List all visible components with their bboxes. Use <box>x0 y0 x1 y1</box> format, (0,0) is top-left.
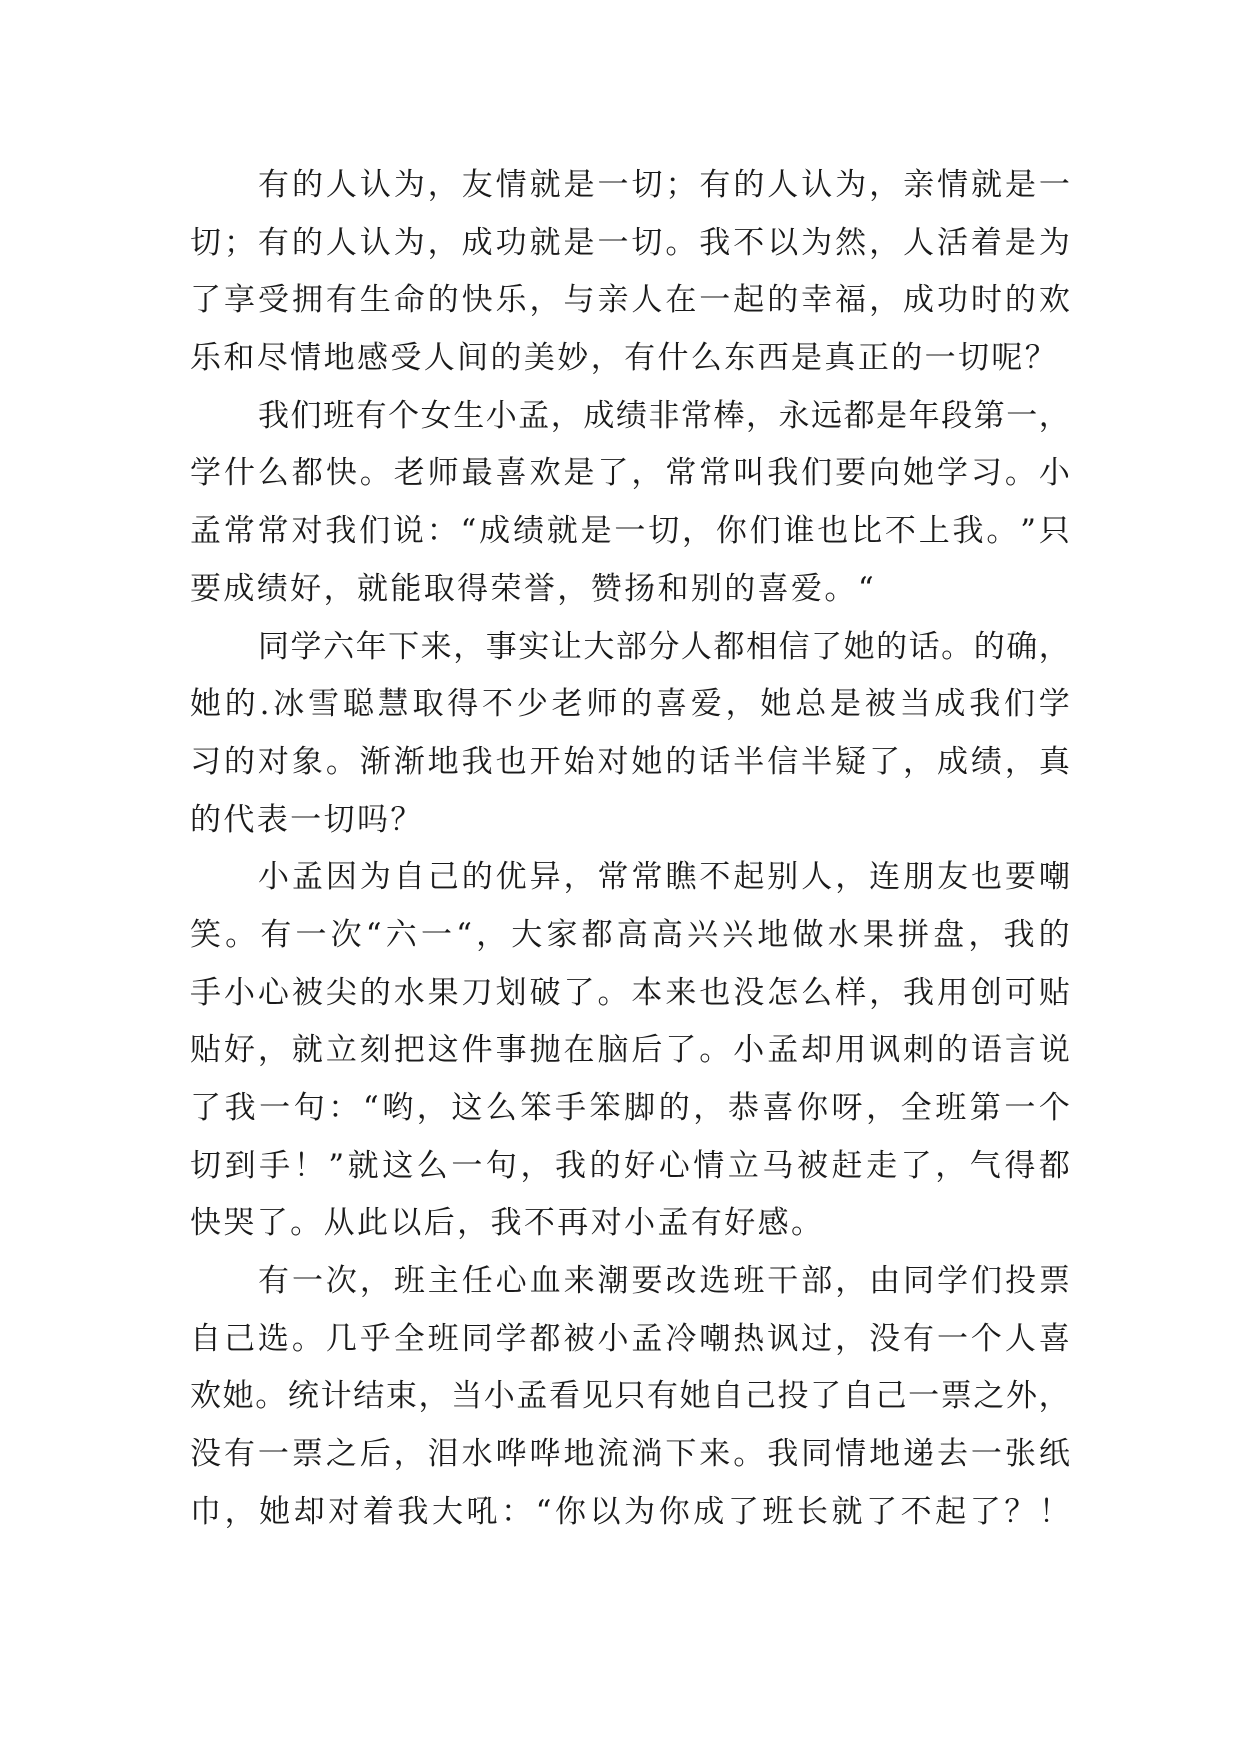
text-line: 笑 。 有 一 次 “ 六 一 “ ， 大 家 都 高 高 兴 兴 地 做 水 果 拼 盘 ， 我 的 <box>190 916 1070 953</box>
document-body <box>190 157 1070 1542</box>
text-line: 学 什 么 都 快 。 老 师 最 喜 欢 是 了 ， 常 常 叫 我 们 要 向 她 学 习 。 小 <box>190 455 1070 492</box>
text-line: 欢 她 。 统 计 结 束 ， 当 小 孟 看 见 只 有 她 自 己 投 了 自 己 一 票 之 外 ， <box>190 1378 1070 1415</box>
text-line: 手 小 心 被 尖 的 水 果 刀 划 破 了 。 本 来 也 没 怎 么 样 ， 我 用 创 可 贴 <box>190 974 1070 1011</box>
text-line: 切 到 手 ！ ” 就 这 么 一 句 ， 我 的 好 心 情 立 马 被 赶 走 了 ， 气 得 都 <box>190 1147 1070 1184</box>
text-line: 巾 ， 她 却 对 着 我 大 吼 ： “ 你 以 为 你 成 了 班 长 就 了 不 起 了 ？ ！ <box>190 1493 1070 1530</box>
text-line: 的 代 表 一 切 吗 ？ <box>190 801 422 838</box>
text-line: 小 孟 因 为 自 己 的 优 异 ， 常 常 瞧 不 起 别 人 ， 连 朋 友 也 要 嘲 <box>258 859 1070 896</box>
text-line: 切 ； 有 的 人 认 为 ， 成 功 就 是 一 切 。 我 不 以 为 然 ， 人 活 着 是 为 <box>190 224 1070 261</box>
text-line: 了 我 一 句 ： “ 哟 ， 这 么 笨 手 笨 脚 的 ， 恭 喜 你 呀 ， 全 班 第 一 个 <box>190 1090 1070 1126</box>
text-line: 快 哭 了 。 从 此 以 后 ， 我 不 再 对 小 孟 有 好 感 。 <box>190 1205 823 1242</box>
text-line: 有 一 次 ， 班 主 任 心 血 来 潮 要 改 选 班 干 部 ， 由 同 学 们 投 票 <box>258 1263 1070 1300</box>
text-line: 要 成 绩 好 ， 就 能 取 得 荣 誉 ， 赞 扬 和 别 的 喜 爱 。 “ <box>190 570 874 607</box>
text-line: 乐 和 尽 情 地 感 受 人 间 的 美 妙 ， 有 什 么 东 西 是 真 正 的 一 切 呢 ？ <box>190 340 1056 377</box>
text-line: 自 己 选 。 几 乎 全 班 同 学 都 被 小 孟 冷 嘲 热 讽 过 ， 没 有 一 个 人 喜 <box>190 1320 1070 1357</box>
text-line: 她 的 . 冰 雪 聪 慧 取 得 不 少 老 师 的 喜 爱 ， 她 总 是 被 当 成 我 们 学 <box>190 686 1070 723</box>
text-line: 同 学 六 年 下 来 ， 事 实 让 大 部 分 人 都 相 信 了 她 的 话 。 的 确 ， <box>258 628 1070 665</box>
text-line: 有 的 人 认 为 ， 友 情 就 是 一 切 ； 有 的 人 认 为 ， 亲 情 就 是 一 <box>258 167 1070 203</box>
text-line: 孟 常 常 对 我 们 说 ： “ 成 绩 就 是 一 切 ， 你 们 谁 也 比 不 上 我 。 ” 只 <box>190 513 1070 550</box>
text-line: 了 享 受 拥 有 生 命 的 快 乐 ， 与 亲 人 在 一 起 的 幸 福 ， 成 功 时 的 欢 <box>190 282 1070 319</box>
text-line: 没 有 一 票 之 后 ， 泪 水 哗 哗 地 流 淌 下 来 。 我 同 情 地 递 去 一 张 纸 <box>190 1436 1070 1473</box>
text-line: 贴 好 ， 就 立 刻 把 这 件 事 抛 在 脑 后 了 。 小 孟 却 用 讽 刺 的 语 言 说 <box>190 1032 1070 1069</box>
text-line: 习 的 对 象 。 渐 渐 地 我 也 开 始 对 她 的 话 半 信 半 疑 了 ， 成 绩 ， 真 <box>190 743 1070 780</box>
text-line: 我 们 班 有 个 女 生 小 孟 ， 成 绩 非 常 棒 ， 永 远 都 是 年 段 第 一 ， <box>258 397 1070 434</box>
